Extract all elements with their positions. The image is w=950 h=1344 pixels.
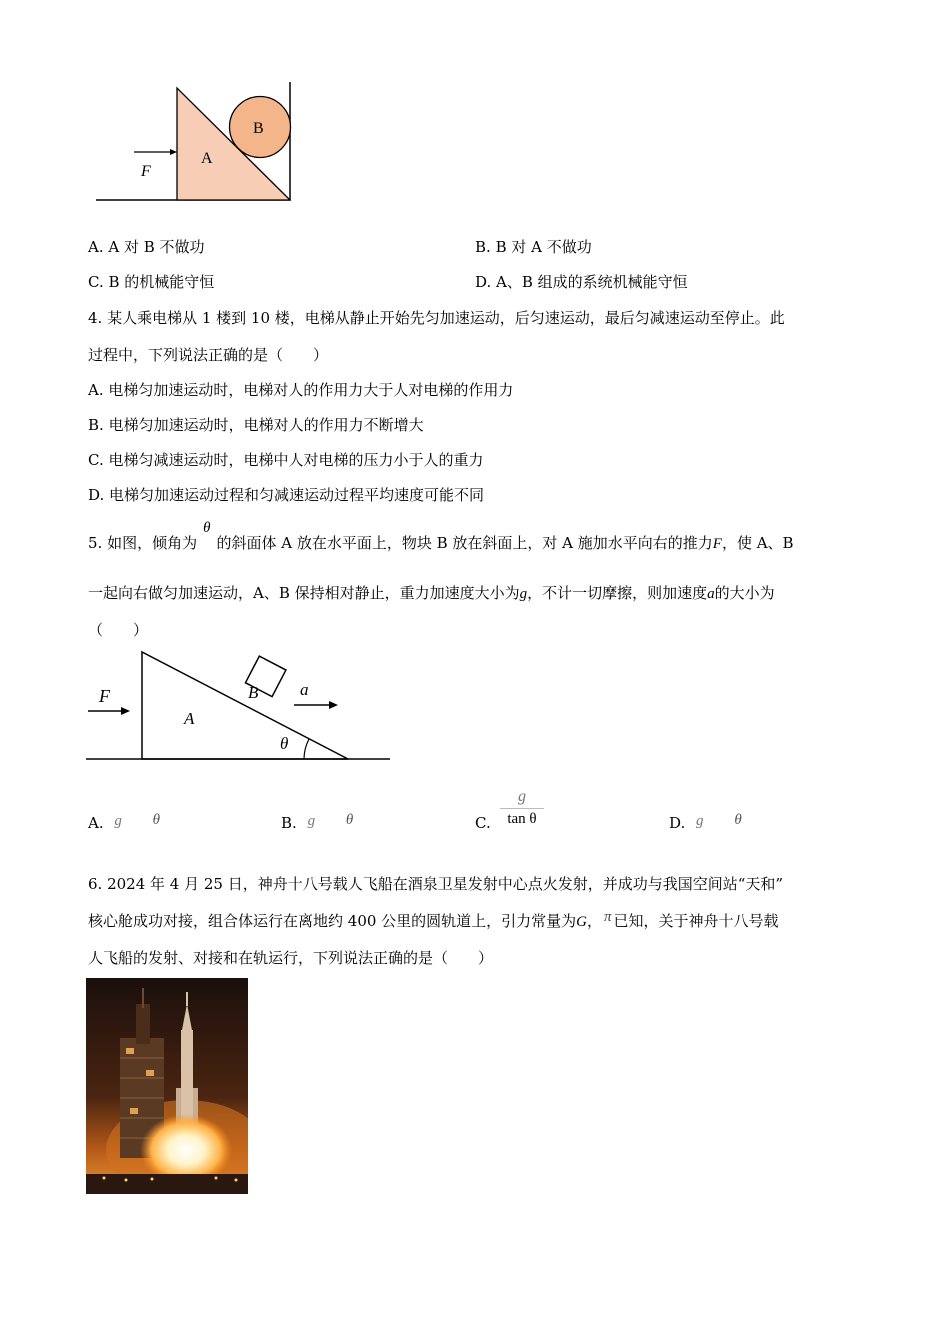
figure-incline-block <box>84 648 394 764</box>
fig2-label-b: B <box>248 683 259 702</box>
q3-option-a[interactable]: A. A 对 B 不做功 <box>88 238 205 256</box>
q6-stem-line2: 核心舱成功对接，组合体运行在离地约 400 公里的圆轨道上，引力常量为G， π 已知，关于神舟十八号载 <box>88 909 779 930</box>
q4-option-a[interactable]: A. 电梯匀加速运动时，电梯对人的作用力大于人对电梯的作用力 <box>88 381 514 399</box>
fig1-label-b: B <box>253 120 264 137</box>
rocket-launch-photo <box>86 978 248 1194</box>
fig1-label-f: F <box>141 163 151 180</box>
fig2-label-f: F <box>99 686 110 706</box>
q3-option-c[interactable]: C. B 的机械能守恒 <box>88 273 215 291</box>
q5-option-d[interactable]: D. g θ <box>669 812 742 832</box>
q5-stem-line2: 一起向右做匀加速运动，A、B 保持相对静止，重力加速度大小为g，不计一切摩擦，则加速度a的大小为 <box>88 584 775 602</box>
figure-wedge-ball <box>90 78 300 208</box>
q4-stem-line2: 过程中，下列说法正确的是（ ） <box>88 346 329 364</box>
q3-option-d[interactable]: D. A、B 组成的系统机械能守恒 <box>475 273 688 291</box>
fig2-label-a: A <box>184 709 195 728</box>
q5-stem-line1: 5. 如图，倾角为θ的斜面体 A 放在水平面上，物块 B 放在斜面上，对 A 施加水平向右的推力F，使 A、B <box>88 520 794 552</box>
q5-option-c-fraction: g tan θ <box>500 788 544 829</box>
fig1-label-a: A <box>201 150 213 167</box>
q5-option-a[interactable]: A. g θ <box>88 812 161 832</box>
q4-option-d[interactable]: D. 电梯匀加速运动过程和匀减速运动过程平均速度可能不同 <box>88 486 485 504</box>
q6-stem-line1: 6. 2024 年 4 月 25 日，神舟十八号载人飞船在酒泉卫星发射中心点火发射，并成功与我国空间站“天和” <box>88 875 784 893</box>
fig2-label-acc: a <box>300 680 309 699</box>
q5-option-b[interactable]: B. g θ <box>281 812 354 832</box>
q4-option-b[interactable]: B. 电梯匀加速运动时，电梯对人的作用力不断增大 <box>88 416 424 434</box>
theta-symbol: θ <box>203 520 211 536</box>
q4-stem-line1: 4. 某人乘电梯从 1 楼到 10 楼，电梯从静止开始先匀加速运动，后匀速运动，最后匀减速运动至停止。此 <box>88 309 785 327</box>
q3-option-b[interactable]: B. B 对 A 不做功 <box>475 238 592 256</box>
q5-option-c[interactable]: C. <box>475 814 491 832</box>
fig2-label-theta: θ <box>280 734 289 753</box>
q5-stem-line3: （ ） <box>88 621 149 639</box>
q4-option-c[interactable]: C. 电梯匀减速运动时，电梯中人对电梯的压力小于人的重力 <box>88 451 484 469</box>
q6-stem-line3: 人飞船的发射、对接和在轨运行，下列说法正确的是（ ） <box>88 949 494 967</box>
